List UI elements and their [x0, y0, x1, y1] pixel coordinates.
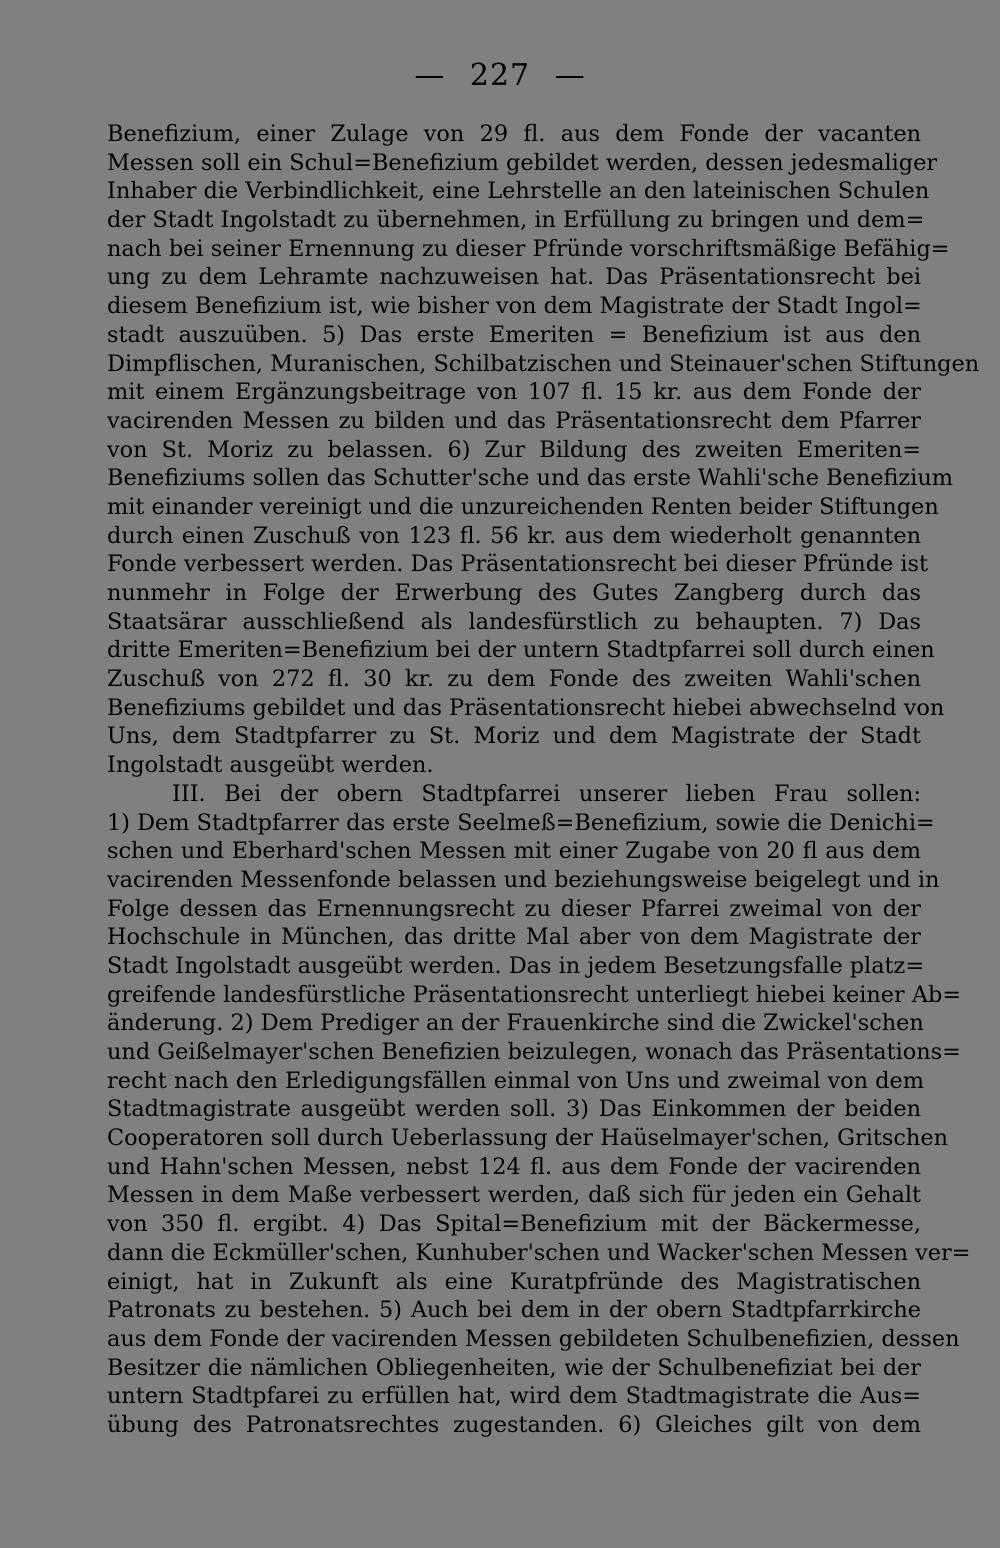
- page-number: 227: [469, 58, 531, 93]
- text-line: ung zu dem Lehramte nachzuweisen hat. Das Präsentationsrecht bei: [107, 264, 921, 291]
- text-line: nunmehr in Folge der Erwerbung des Gutes Zangberg durch das: [107, 580, 921, 606]
- header-dash-right: —: [554, 58, 586, 93]
- text-line: schen und Eberhard'schen Messen mit einer Zugabe von 20 fl aus dem: [107, 838, 921, 865]
- text-line: der Stadt Ingolstadt zu übernehmen, in Erfüllung zu bringen und dem=: [107, 207, 925, 234]
- text-line: Uns, dem Stadtpfarrer zu St. Moriz und dem Magistrate der Stadt: [107, 723, 921, 750]
- text-line: Ingolstadt ausgeübt werden.: [107, 752, 434, 779]
- text-line: nach bei seiner Ernennung zu dieser Pfründe vorschriftsmäßige Befähig=: [107, 235, 950, 262]
- text-line: von 350 fl. ergibt. 4) Das Spital=Benefizium mit der Bäckermesse,: [107, 1211, 921, 1238]
- text-line: Dimpflischen, Muranischen, Schilbatzischen und Steinauer'schen Stiftungen: [107, 350, 980, 377]
- text-line: und Hahn'schen Messen, nebst 124 fl. aus dem Fonde der vacirenden: [107, 1153, 921, 1180]
- text-line: Stadtmagistrate ausgeübt werden soll. 3) Das Einkommen der beiden: [107, 1096, 921, 1123]
- text-line: Fonde verbessert werden. Das Präsentationsrecht bei dieser Pfründe ist: [107, 551, 929, 578]
- text-line: von St. Moriz zu belassen. 6) Zur Bildung des zweiten Emeriten=: [107, 436, 921, 463]
- text-line: stadt auszuüben. 5) Das erste Emeriten = Benefizium ist aus den: [107, 321, 921, 348]
- text-line: Inhaber die Verbindlichkeit, eine Lehrstelle an den lateinischen Schulen: [107, 178, 930, 205]
- text-line: greifende landesfürstliche Präsentationsrecht unterliegt hiebei keiner Ab=: [107, 981, 962, 1008]
- text-line: mit einem Ergänzungsbeitrage von 107 fl. 15 kr. aus dem Fonde der: [107, 379, 921, 406]
- text-line: vacirenden Messenfonde belassen und beziehungsweise beigelegt und in: [107, 866, 940, 893]
- text-line: Besitzer die nämlichen Obliegenheiten, wie der Schulbenefiziat bei der: [107, 1354, 921, 1381]
- text-line: dann die Eckmüller'schen, Kunhuber'schen und Wacker'schen Messen ver=: [107, 1239, 971, 1266]
- text-line: III. Bei der obern Stadtpfarrei unserer lieben Frau sollen:: [172, 780, 921, 807]
- text-line: Benefizium, einer Zulage von 29 fl. aus dem Fonde der vacanten: [107, 121, 921, 147]
- text-line: Zuschuß von 272 fl. 30 kr. zu dem Fonde des zweiten Wahli'schen: [107, 666, 921, 693]
- text-line: und Geißelmayer'schen Benefizien beizulegen, wonach das Präsentations=: [107, 1039, 961, 1065]
- text-line: einigt, hat in Zukunft als eine Kuratpfründe des Magistratischen: [107, 1268, 921, 1295]
- text-line: Staatsärar ausschließend als landesfürstlich zu behaupten. 7) Das: [107, 608, 921, 635]
- text-line: Folge dessen das Ernennungsrecht zu dieser Pfarrei zweimal von der: [107, 895, 921, 922]
- text-line: Benefiziums sollen das Schutter'sche und das erste Wahli'sche Benefizium: [107, 465, 953, 492]
- body-text: [107, 120, 980, 1440]
- text-line: mit einander vereinigt und die unzureichenden Renten beider Stiftungen: [107, 493, 939, 520]
- text-line: übung des Patronatsrechtes zugestanden. 6) Gleiches gilt von dem: [107, 1411, 921, 1438]
- text-line: Cooperatoren soll durch Ueberlassung der Haüselmayer'schen, Gritschen: [107, 1125, 949, 1152]
- text-line: änderung. 2) Dem Prediger an der Frauenkirche sind die Zwickel'schen: [107, 1010, 924, 1037]
- text-line: Benefiziums gebildet und das Präsentationsrecht hiebei abwechselnd von: [107, 694, 945, 721]
- text-line: Stadt Ingolstadt ausgeübt werden. Das in jedem Besetzungsfalle platz=: [107, 952, 925, 979]
- text-line: Messen in dem Maße verbessert werden, daß sich für jeden ein Gehalt: [107, 1182, 921, 1209]
- text-line: dritte Emeriten=Benefizium bei der untern Stadtpfarrei soll durch einen: [107, 637, 935, 664]
- text-line: 1) Dem Stadtpfarrer das erste Seelmeß=Benefizium, sowie die Denichi=: [107, 809, 935, 836]
- page-header: [0, 58, 1000, 93]
- text-line: diesem Benefizium ist, wie bisher von dem Magistrate der Stadt Ingol=: [107, 293, 922, 320]
- header-dash-left: —: [414, 58, 446, 93]
- text-line: durch einen Zuschuß von 123 fl. 56 kr. aus dem wiederholt genannten: [107, 522, 921, 549]
- text-line: recht nach den Erledigungsfällen einmal von Uns und zweimal von dem: [107, 1067, 924, 1094]
- text-line: Hochschule in München, das dritte Mal aber von dem Magistrate der: [107, 924, 921, 951]
- text-line: vacirenden Messen zu bilden und das Präsentationsrecht dem Pfarrer: [107, 407, 921, 434]
- text-line: Messen soll ein Schul=Benefizium gebildet werden, dessen jedesmaliger: [107, 149, 938, 176]
- text-line: untern Stadtpfarei zu erfüllen hat, wird dem Stadtmagistrate die Aus=: [107, 1383, 921, 1410]
- text-line: aus dem Fonde der vacirenden Messen gebildeten Schulbenefizien, dessen: [107, 1325, 960, 1352]
- text-line: Patronats zu bestehen. 5) Auch bei dem in der obern Stadtpfarrkirche: [107, 1297, 921, 1324]
